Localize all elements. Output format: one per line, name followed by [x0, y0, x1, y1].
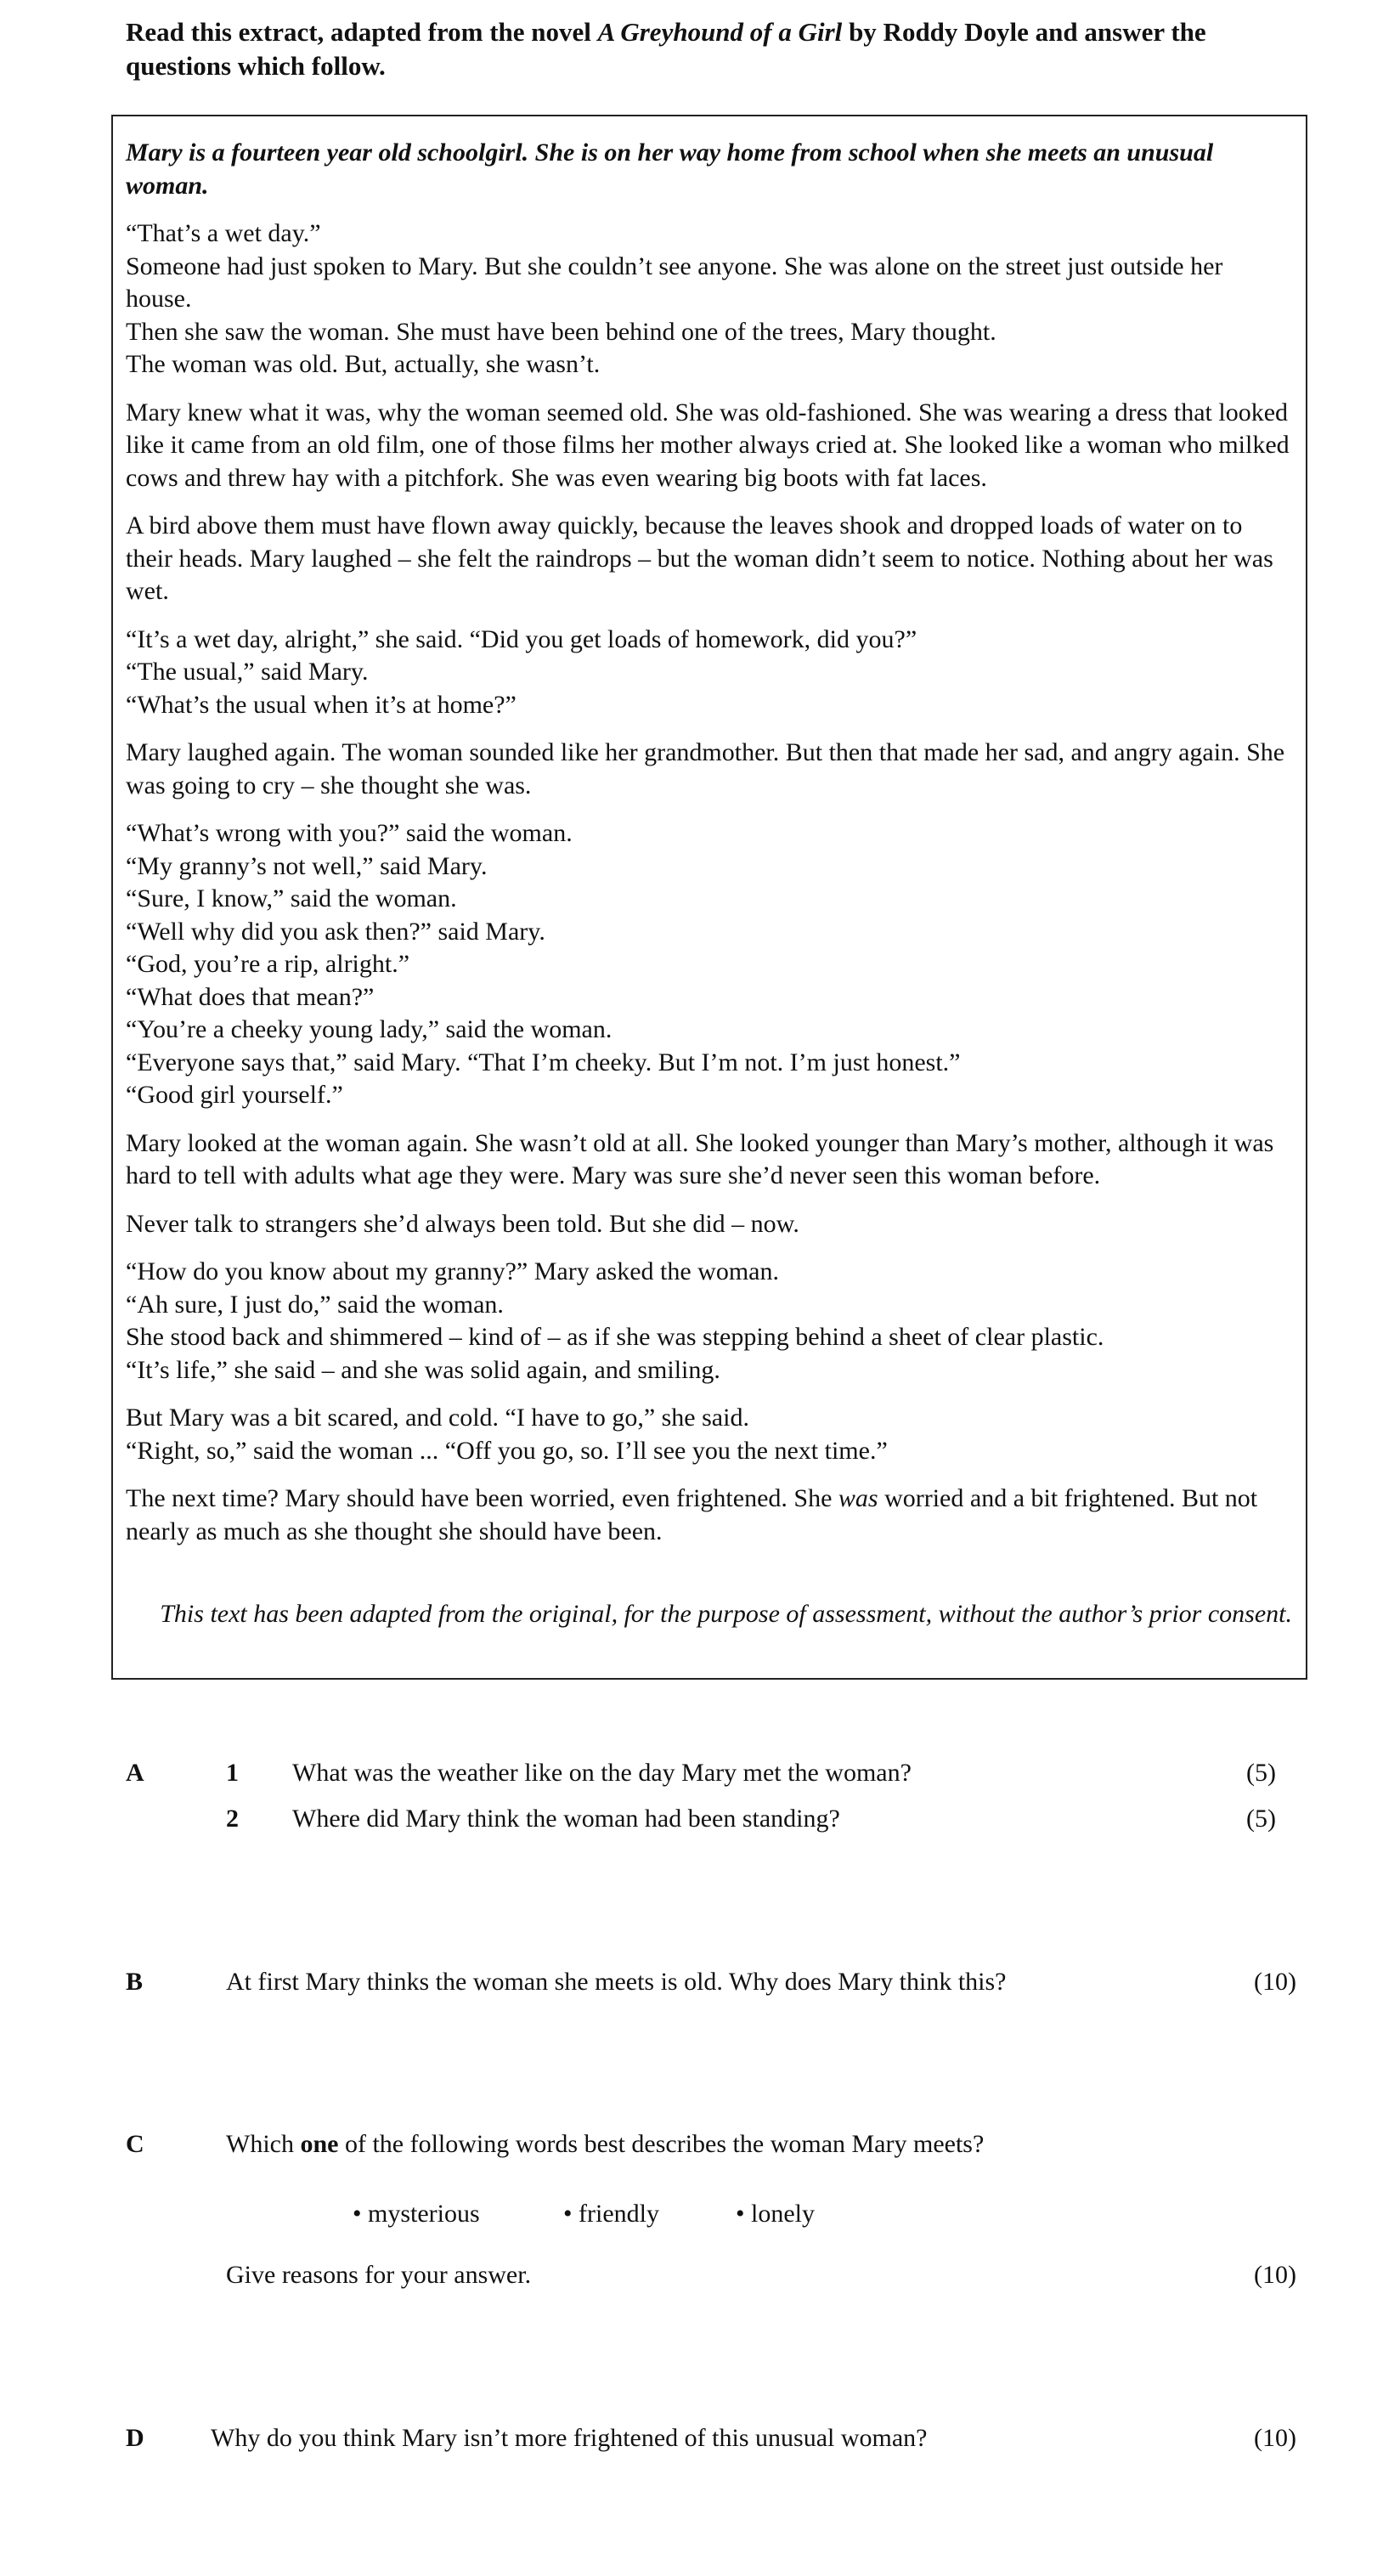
extract-paragraph-7: Mary looked at the woman again. She wasn’t old at all. She looked younger than Mary’s mother, although it was hard to tell with adults what age they were. Mary was sure she’d never seen this woman before.	[126, 1128, 1274, 1189]
extract-paragraph-1	[126, 217, 1292, 381]
question-b-letter: B	[126, 1968, 144, 1996]
option-lonely: • lonely	[736, 2200, 815, 2228]
question-d-marks: (10)	[1254, 2424, 1296, 2452]
extract-line: “How do you know about my granny?” Mary asked the woman.	[126, 1257, 779, 1285]
question-c-marks: (10)	[1254, 2261, 1296, 2289]
extract-line: “Everyone says that,” said Mary. “That I’m cheeky. But I’m not. I’m just honest.”	[126, 1048, 961, 1076]
question-a2-marks: (5)	[1246, 1805, 1276, 1833]
option-mysterious: • mysterious	[353, 2200, 480, 2228]
extract-line: “Good girl yourself.”	[126, 1081, 343, 1109]
extract-line: The woman was old. But, actually, she wasn’t.	[126, 350, 601, 378]
extract-paragraph-2: Mary knew what it was, why the woman seemed old. She was old-fashioned. She was wearing a dress that looked like it came from an old film, one of those films her mother always cried at. She looked like a woman who milked cows and threw hay with a pitchfork. She was even wearing big boots with fat laces.	[126, 398, 1290, 492]
question-c-text-end: of the following words best describes the woman Mary meets?	[338, 2130, 985, 2158]
extract-line: “Sure, I know,” said the woman.	[126, 884, 457, 912]
extract-line: Then she saw the woman. She must have been behind one of the trees, Mary thought.	[126, 317, 996, 346]
extract-line: “Well why did you ask then?” said Mary.	[126, 917, 545, 946]
extract-line: “That’s a wet day.”	[126, 219, 321, 247]
extract-line: “Right, so,” said the woman ... “Off you go, so. I’ll see you the next time.”	[126, 1436, 888, 1465]
question-b-text: At first Mary thinks the woman she meets is old. Why does Mary think this?	[226, 1968, 1007, 1996]
extract-paragraph-4	[126, 624, 1292, 722]
adaptation-note: This text has been adapted from the original, for the purpose of assessment, without the author’s prior consent.	[160, 1599, 1292, 1628]
extract-text: worried and a bit frightened. But not nearly as much as she thought she should have been.	[126, 1484, 1258, 1545]
extract-line: “It’s life,” she said – and she was solid again, and smiling.	[126, 1355, 720, 1384]
extract-line: “What’s the usual when it’s at home?”	[126, 690, 517, 719]
extract-line: “It’s a wet day, alright,” she said. “Did you get loads of homework, did you?”	[126, 624, 917, 653]
question-b-marks: (10)	[1254, 1968, 1296, 1996]
extract-line: “Ah sure, I just do,” said the woman.	[126, 1290, 504, 1319]
question-a1-number: 1	[226, 1759, 239, 1787]
extract-paragraph-6	[126, 817, 1292, 1112]
extract-line: “You’re a cheeky young lady,” said the woman.	[126, 1015, 612, 1043]
extract-paragraph-9	[126, 1256, 1292, 1387]
question-a-letter: A	[126, 1759, 144, 1787]
extract-line: “What does that mean?”	[126, 982, 375, 1011]
extract-line: She stood back and shimmered – kind of – as if she was stepping behind a sheet of clear plastic.	[126, 1323, 1104, 1351]
extract-line: “God, you’re a rip, alright.”	[126, 950, 410, 978]
question-a1-marks: (5)	[1246, 1759, 1276, 1787]
extract-paragraph-5: Mary laughed again. The woman sounded like her grandmother. But then that made her sad, and angry again. She was going to cry – she thought she was.	[126, 738, 1285, 799]
question-d-letter: D	[126, 2424, 144, 2452]
extract-line: “What’s wrong with you?” said the woman.	[126, 819, 573, 847]
question-c-emphasis: one	[300, 2130, 339, 2158]
question-c-text-start: Which	[226, 2130, 301, 2158]
question-d-text: Why do you think Mary isn’t more frightened of this unusual woman?	[211, 2424, 928, 2452]
extract-paragraph-11	[126, 1483, 1292, 1548]
question-c-letter: C	[126, 2130, 144, 2158]
question-a2-text: Where did Mary think the woman had been standing?	[292, 1805, 840, 1833]
extract-line: “My granny’s not well,” said Mary.	[126, 851, 488, 880]
question-c-reasons: Give reasons for your answer.	[226, 2261, 532, 2289]
instructions-text: Read this extract, adapted from the novel	[126, 17, 598, 47]
question-c-text	[226, 2128, 984, 2161]
extract-line: But Mary was a bit scared, and cold. “I have to go,” she said.	[126, 1404, 749, 1432]
question-a2-number: 2	[226, 1805, 239, 1833]
extract-emphasis: was	[838, 1484, 878, 1512]
question-a1-text: What was the weather like on the day Mary met the woman?	[292, 1759, 912, 1787]
extract-text: The next time? Mary should have been worried, even frightened. She	[126, 1484, 838, 1512]
novel-title: A Greyhound of a Girl	[597, 17, 843, 47]
extract-line: “The usual,” said Mary.	[126, 658, 369, 686]
instructions	[126, 15, 1315, 83]
extract-line: Someone had just spoken to Mary. But she couldn’t see anyone. She was alone on the street just outside her house.	[126, 251, 1223, 313]
extract-paragraph-10	[126, 1402, 1292, 1467]
extract-paragraph-3: A bird above them must have flown away quickly, because the leaves shook and dropped loads of water on to their heads. Mary laughed – she felt the raindrops – but the woman didn’t seem to notice. Nothing about her was wet.	[126, 511, 1273, 605]
extract-box	[111, 115, 1307, 1680]
extract-paragraph-8: Never talk to strangers she’d always been told. But she did – now.	[126, 1209, 799, 1238]
extract-lead: Mary is a fourteen year old schoolgirl. She is on her way home from school when she meets an unusual woman.	[126, 138, 1214, 200]
instructions-text-end: by Roddy Doyle and answer the questions which follow.	[126, 17, 1206, 81]
option-friendly: • friendly	[563, 2200, 659, 2228]
